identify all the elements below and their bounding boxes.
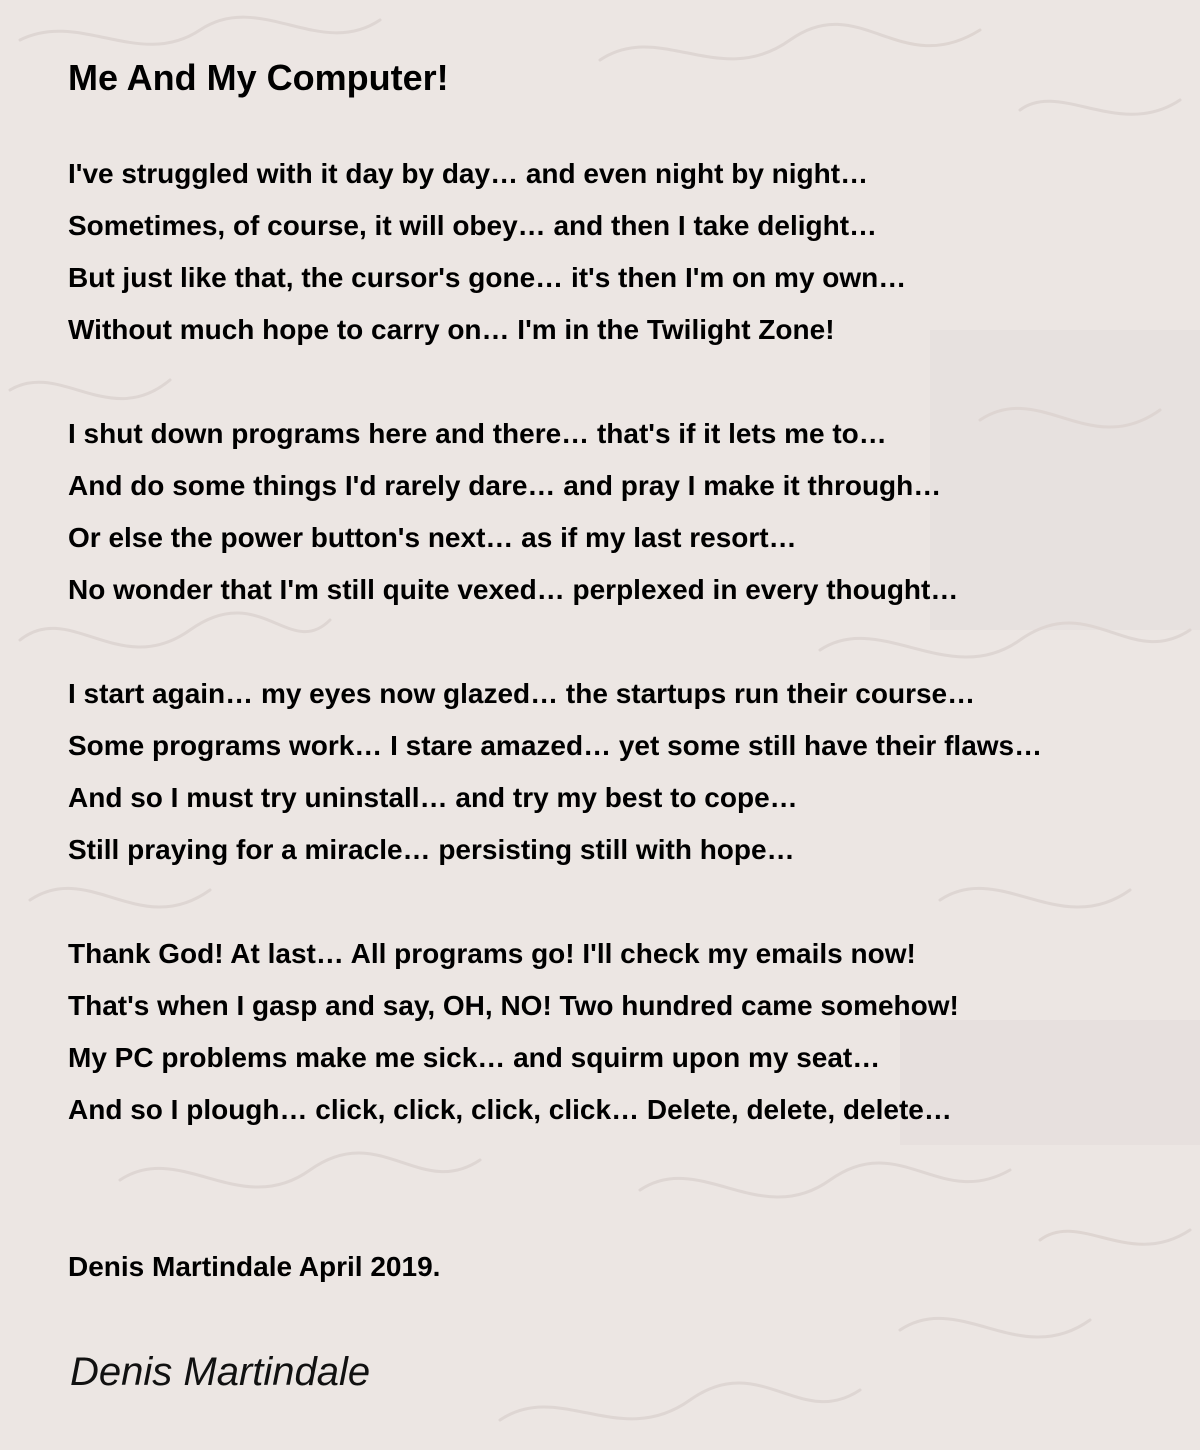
stanza-1 xyxy=(68,148,1042,356)
poem-line: Without much hope to carry on… I'm in the Twilight Zone! xyxy=(68,314,835,345)
poem-line: Some programs work… I stare amazed… yet some still have their flaws… xyxy=(68,730,1043,761)
poem-line: I start again… my eyes now glazed… the startups run their course… xyxy=(68,678,976,709)
stanza-3 xyxy=(68,668,1042,876)
poem-line: That's when I gasp and say, OH, NO! Two hundred came somehow! xyxy=(68,990,959,1021)
poem-line: And do some things I'd rarely dare… and pray I make it through… xyxy=(68,470,942,501)
poem-body xyxy=(68,148,1042,1188)
poem-line: I shut down programs here and there… that's if it lets me to… xyxy=(68,418,887,449)
poem-line: My PC problems make me sick… and squirm upon my seat… xyxy=(68,1042,881,1073)
poem-line: Thank God! At last… All programs go! I'll check my emails now! xyxy=(68,938,916,969)
poem-line: No wonder that I'm still quite vexed… perplexed in every thought… xyxy=(68,574,959,605)
poem-title: Me And My Computer! xyxy=(68,57,449,98)
poem-line: I've struggled with it day by day… and even night by night… xyxy=(68,158,869,189)
poem-line: Or else the power button's next… as if my last resort… xyxy=(68,522,797,553)
stanza-4 xyxy=(68,928,1042,1136)
poem-line: Sometimes, of course, it will obey… and then I take delight… xyxy=(68,210,878,241)
dateline: Denis Martindale April 2019. xyxy=(68,1251,441,1282)
stanza-2 xyxy=(68,408,1042,616)
poem-line: And so I must try uninstall… and try my best to cope… xyxy=(68,782,798,813)
poem-line: Still praying for a miracle… persisting still with hope… xyxy=(68,834,795,865)
poem-line: But just like that, the cursor's gone… it's then I'm on my own… xyxy=(68,262,907,293)
poem-line: And so I plough… click, click, click, click… Delete, delete, delete… xyxy=(68,1094,952,1125)
author-signature: Denis Martindale xyxy=(70,1350,371,1394)
